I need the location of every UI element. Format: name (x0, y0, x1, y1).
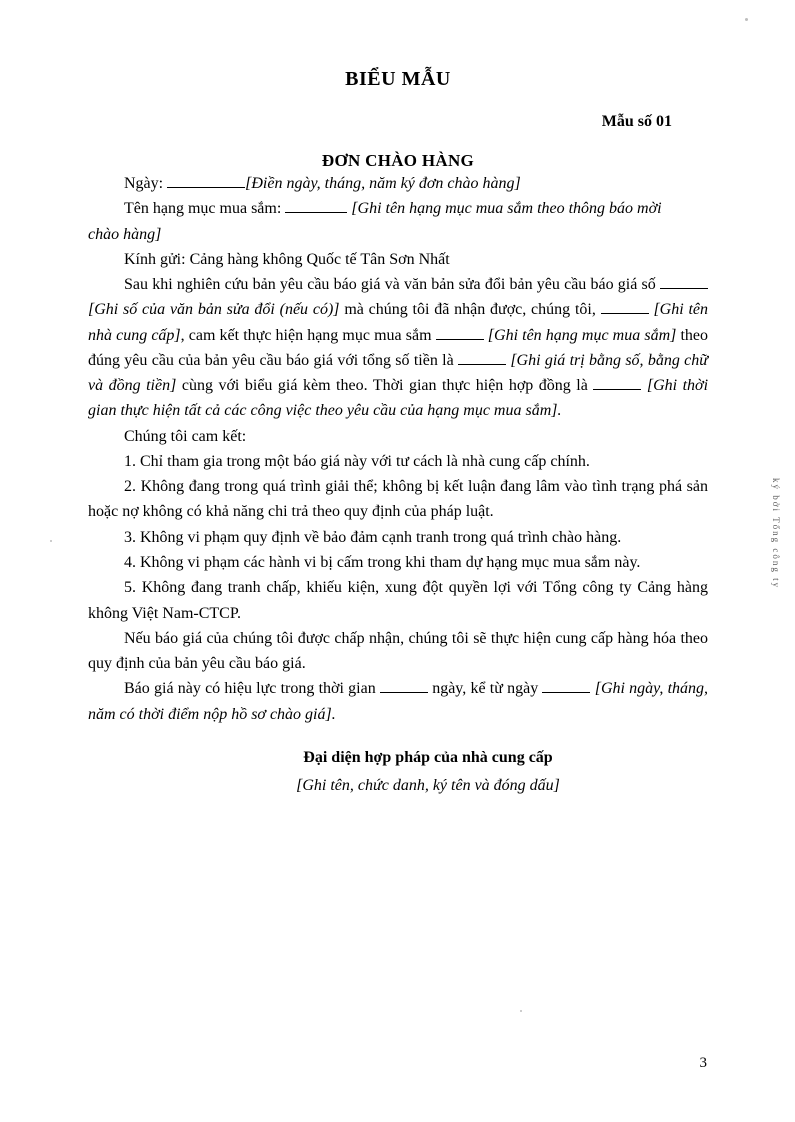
scan-speck (50, 540, 52, 542)
validity-text-a: Báo giá này có hiệu lực trong thời gian (124, 680, 376, 698)
commitment-item-4: 4. Không vi phạm các hành vi bị cấm trong khi tham dự hạng mục mua sắm này. (124, 553, 641, 571)
acceptance-paragraph: Nếu báo giá của chúng tôi được chấp nhận, chúng tôi sẽ thực hiện cung cấp hàng hóa theo quy định của bản yêu cầu báo giá. (88, 629, 708, 673)
p1-text-a: Sau khi nghiên cứu bản yêu cầu báo giá và văn bản sửa đổi bản yêu cầu báo giá số (124, 276, 656, 294)
item-hint-line2: chào hàng] (88, 225, 162, 243)
p1-blank-5 (593, 374, 641, 390)
scan-speck (520, 1010, 522, 1012)
signature-note: [Ghi tên, chức danh, ký tên và đóng dấu] (296, 776, 560, 794)
validity-hint: [Ghi ngày, tháng, năm có thời điểm nộp hồ sơ chào giá] (88, 680, 709, 723)
item-blank (285, 197, 347, 213)
commitment-intro: Chúng tôi cam kết: (124, 427, 247, 445)
form-number: Mẫu số 01 (601, 113, 672, 130)
document-content (88, 0, 708, 795)
item-label: Tên hạng mục mua sắm: (124, 200, 282, 218)
p1-hint-1: [Ghi số của văn bản sửa đổi (nếu có)] (88, 301, 340, 319)
commitment-item-5: 5. Không đang tranh chấp, khiếu kiện, xung đột quyền lợi với Tổng công ty Cảng hàng không Việt Nam-CTCP. (88, 579, 708, 622)
commitment-item-1: 1. Chỉ tham gia trong một báo giá này với tư cách là nhà cung cấp chính. (124, 452, 590, 470)
validity-text-c: . (331, 705, 336, 723)
page-title: BIỂU MẪU (345, 68, 451, 90)
scan-speck (745, 18, 748, 21)
p1-blank-4 (458, 349, 506, 365)
p1-text-f: . (557, 402, 562, 420)
recipient-line: Kính gửi: Cảng hàng không Quốc tế Tân Sơn Nhất (124, 250, 450, 268)
commitment-item-3: 3. Không vi phạm quy định về bảo đảm cạnh tranh trong quá trình chào hàng. (124, 528, 622, 546)
signature-title: Đại diện hợp pháp của nhà cung cấp (303, 748, 553, 766)
body-paragraph-1 (88, 272, 708, 424)
page-number: 3 (699, 1055, 707, 1071)
date-hint: [Điền ngày, tháng, năm ký đơn chào hàng] (245, 175, 521, 192)
validity-blank-1 (380, 677, 428, 693)
item-name-line (88, 196, 708, 221)
date-label: Ngày: (124, 175, 164, 192)
p1-blank-2 (601, 298, 649, 314)
date-blank (167, 172, 245, 188)
p1-text-c: , cam kết thực hiện hạng mục mua sắm (180, 326, 432, 344)
p1-text-d: theo đúng yêu cầu của bản yêu cầu báo giá với tổng số tiền là (88, 326, 709, 369)
validity-paragraph (88, 676, 708, 727)
commitment-item-2: 2. Không đang trong quá trình giải thể; không bị kết luận đang lâm vào tình trạng phá sản hoặc nợ không có khả năng chi trả theo quy định của pháp luật. (88, 478, 708, 521)
p1-blank-3 (436, 323, 484, 339)
p1-hint-4: [Ghi giá trị bằng số, bằng chữ và đồng tiền] (88, 351, 709, 395)
item-name-line-2 (88, 222, 708, 247)
validity-text-b: ngày, kể từ ngày (432, 680, 539, 698)
p1-text-e: cùng với biểu giá kèm theo. Thời gian thực hiện hợp đồng là (181, 377, 588, 395)
p1-hint-5: [Ghi thời gian thực hiện tất cả các công việc theo yêu cầu của hạng mục mua sắm] (88, 377, 709, 420)
validity-blank-2 (542, 677, 590, 693)
p1-blank-1 (660, 273, 708, 289)
date-field-line (88, 171, 708, 196)
side-stamp-text: ký bởi Tổng công ty (771, 478, 781, 590)
document-subtitle: ĐƠN CHÀO HÀNG (321, 151, 475, 170)
p1-hint-2: [Ghi tên nhà cung cấp] (88, 301, 709, 344)
p1-hint-3: [Ghi tên hạng mục mua sắm] (487, 326, 677, 344)
item-hint-line1: [Ghi tên hạng mục mua sắm theo thông báo mời (351, 200, 662, 218)
p1-text-b: mà chúng tôi đã nhận được, chúng tôi, (344, 301, 596, 319)
